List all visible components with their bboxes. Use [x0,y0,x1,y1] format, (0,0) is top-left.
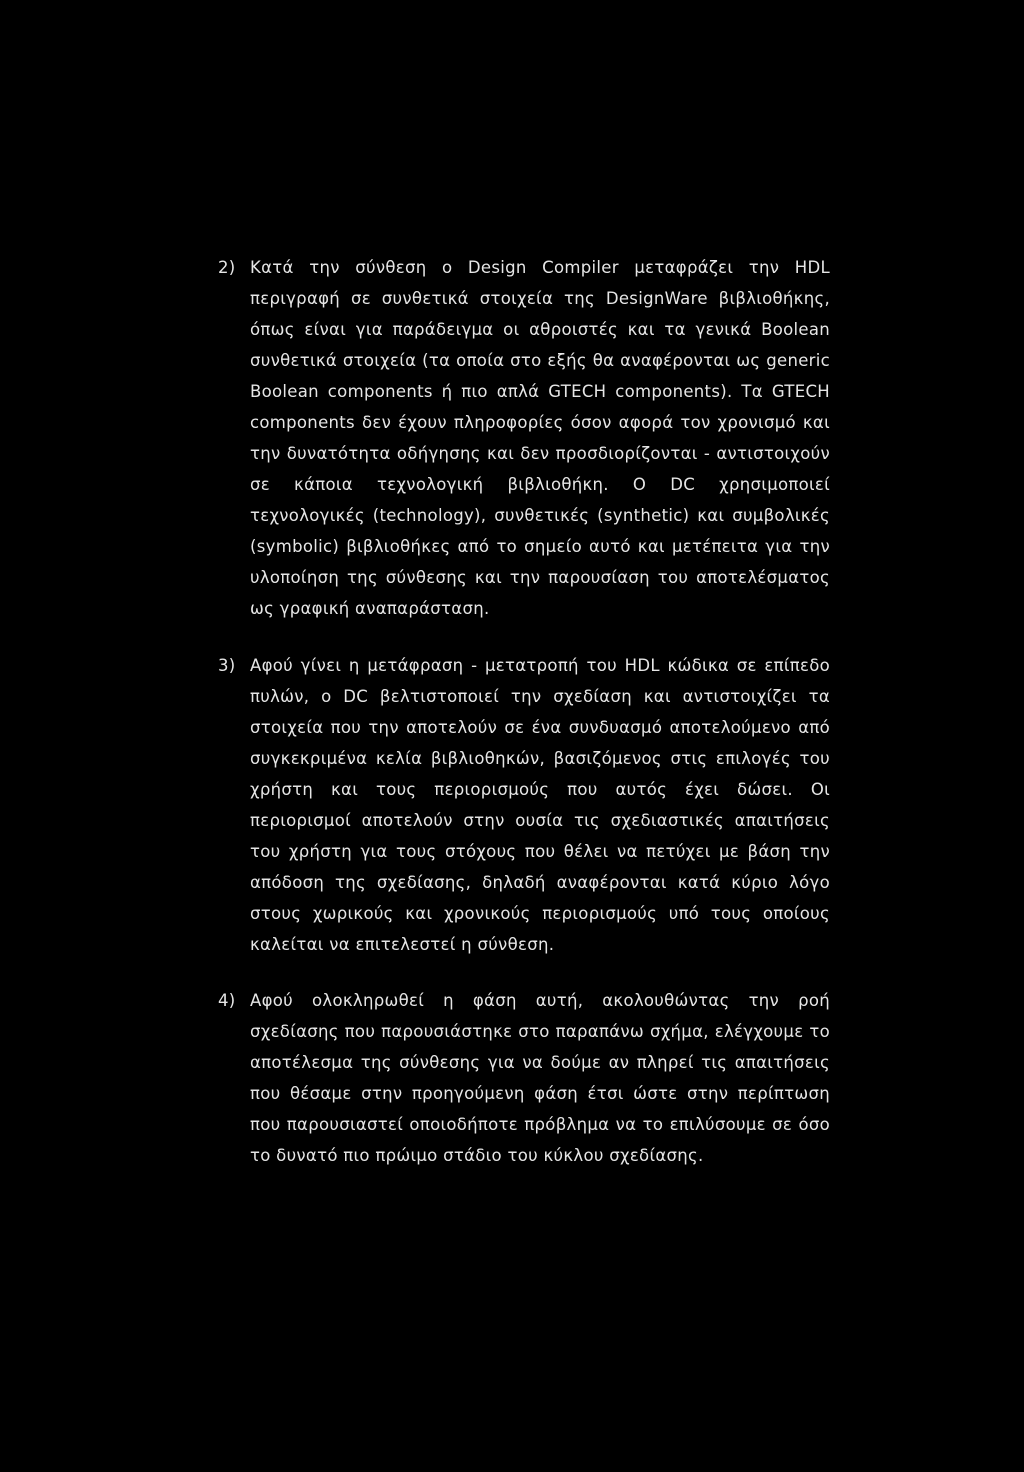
paragraph-number: 2) [218,258,236,277]
paragraph-text: Αφού ολοκληρωθεί η φάση αυτή, ακολουθώντας την ροή σχεδίασης που παρουσιάστηκε στο παραπάνω σχήμα, ελέγχουμε το αποτέλεσμα της σύνθεσης για να δούμε αν πληρεί τις απαιτήσεις που θέσαμε στην προηγούμενη φάση έτσι ώστε στην περίπτωση που παρουσιαστεί οποιοδήποτε πρόβλημα να το επιλύσουμε σε όσο το δυνατό πιο πρώιμο στάδιο του κύκλου σχεδίασης. [250,991,830,1165]
paragraph-text: Κατά την σύνθεση ο Design Compiler μεταφράζει την HDL περιγραφή σε συνθετικά στοιχεία της DesignWare βιβλιοθήκης, όπως είναι για παράδειγμα οι αθροιστές και τα γενικά Boolean συνθετικά στοιχεία (τα οποία στο εξής θα αναφέρονται ως generic Boolean components ή πιο απλά GTECH components). Τα GTECH components δεν έχουν πληροφορίες όσον αφορά τον χρονισμό και την δυνατότητα οδήγησης και δεν προσδιορίζονται - αντιστοιχούν σε κάποια τεχνολογική βιβλιοθήκη. Ο DC χρησιμοποιεί τεχνολογικές (technology), συνθετικές (synthetic) και συμβολικές (symbolic) βιβλιοθήκες από το σημείο αυτό και μετέπειτα για την υλοποίηση της σύνθεσης και την παρουσίαση του αποτελέσματος ως γραφική αναπαράσταση. [250,258,830,618]
paragraph-number: 3) [218,656,236,675]
paragraph-number: 4) [218,991,236,1010]
paragraph-text: Αφού γίνει η μετάφραση - μετατροπή του HDL κώδικα σε επίπεδο πυλών, ο DC βελτιστοποιεί την σχεδίαση και αντιστοιχίζει τα στοιχεία που την αποτελούν σε ένα συνδυασμό αποτελούμενο από συγκεκριμένα κελία βιβλιοθηκών, βασιζόμενος στις επιλογές του χρήστη και τους περιορισμούς που αυτός έχει δώσει. Οι περιορισμοί αποτελούν στην ουσία τις σχεδιαστικές απαιτήσεις του χρήστη για τους στόχους που θέλει να πετύχει με βάση την απόδοση της σχεδίασης, δηλαδή αναφέρονται κατά κύριο λόγο στους χωρικούς και χρονικούς περιορισμούς υπό τους οποίους καλείται να επιτελεστεί η σύνθεση. [250,656,830,954]
paragraph-item-4 [218,985,830,1171]
paragraph-item-2 [218,252,830,624]
paragraph-item-3 [218,650,830,960]
